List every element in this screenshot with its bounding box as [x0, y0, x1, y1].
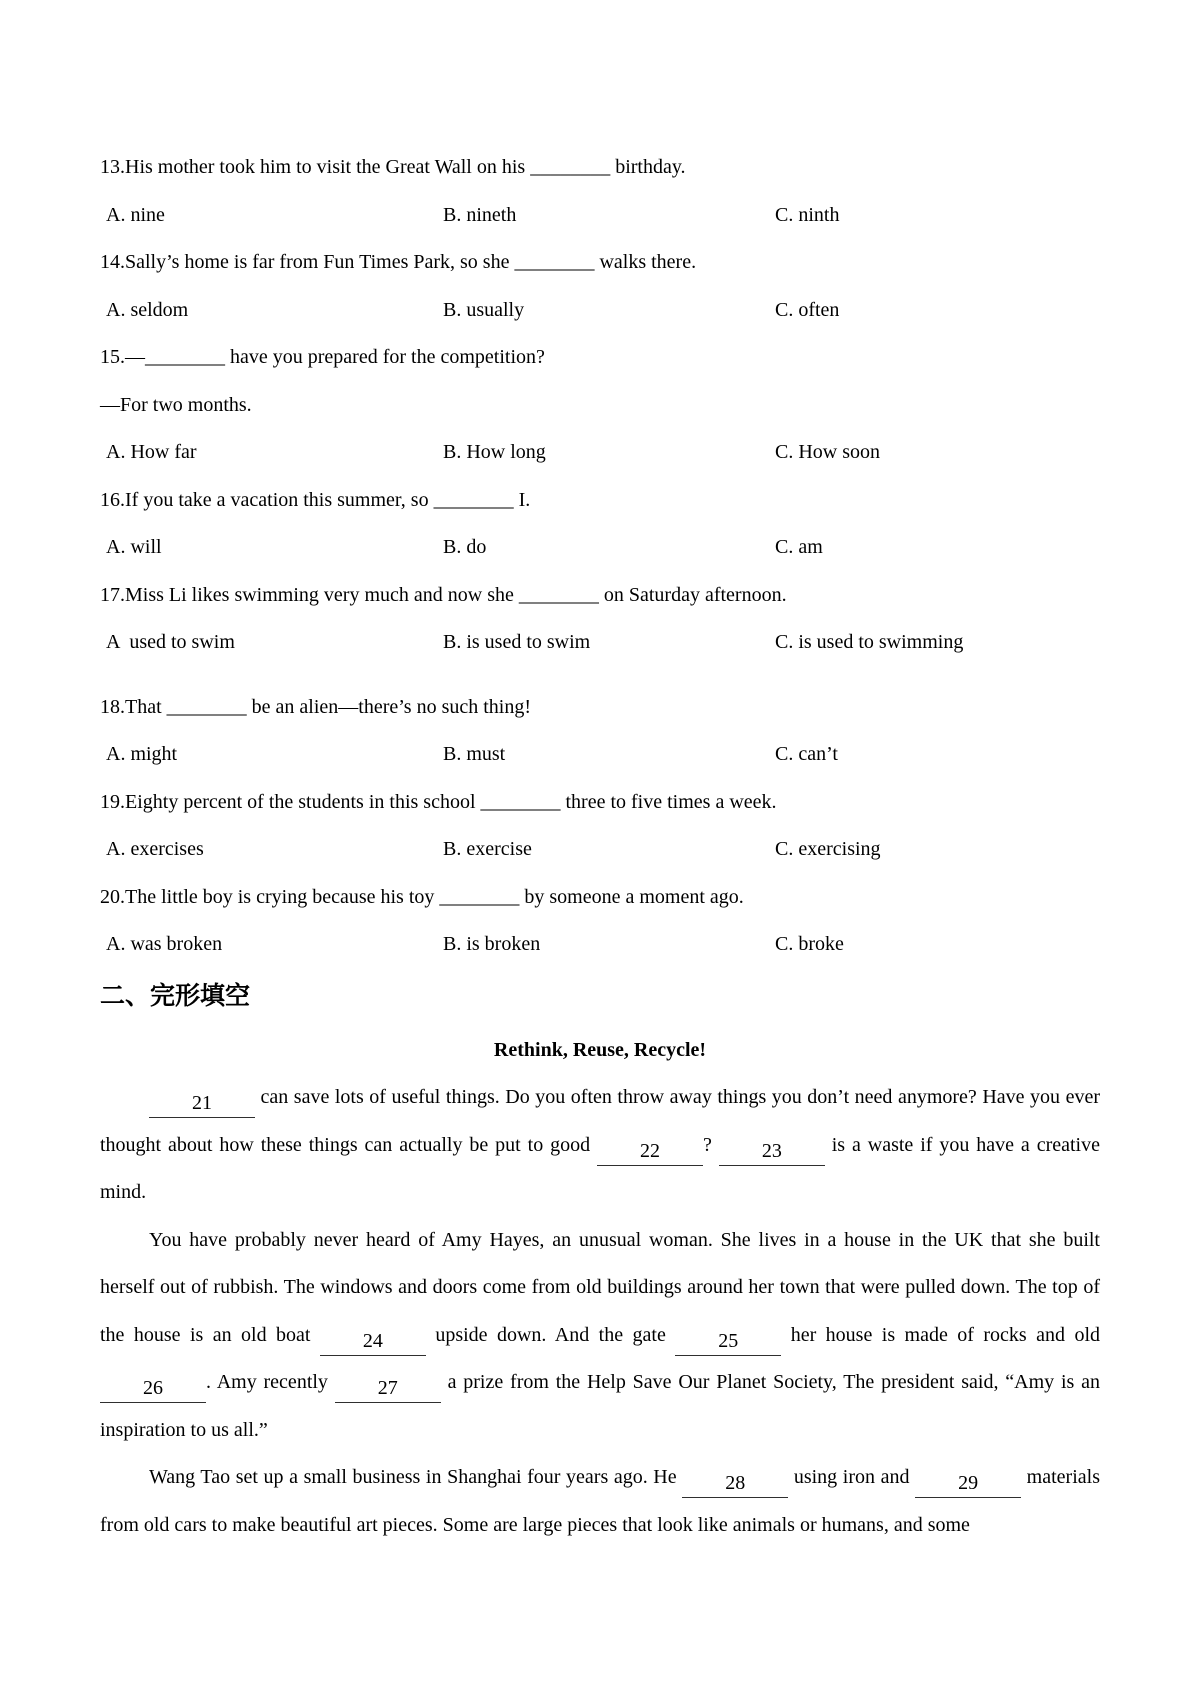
question-15 [100, 334, 1100, 477]
question-18-option-a: A. might [106, 743, 178, 765]
cloze-blank-23: 23 [719, 1139, 825, 1166]
cloze-blank-21: 21 [149, 1091, 255, 1118]
question-20-options [100, 921, 1100, 969]
question-17-option-a: A used to swim [106, 631, 235, 653]
question-17-option-c: C. is used to swimming [775, 631, 964, 653]
question-15-option-c: C. How soon [775, 441, 881, 463]
question-20-option-a: A. was broken [106, 933, 223, 955]
cloze-blank-27: 27 [335, 1376, 441, 1403]
question-20-option-c: C. broke [775, 933, 844, 955]
question-18 [100, 684, 1100, 779]
question-13-option-c: C. ninth [775, 203, 840, 226]
question-16-prompt: 16.If you take a vacation this summer, so ________ I. [100, 488, 531, 511]
passage-text: Wang Tao set up a small business in Shanghai four years ago. He [149, 1466, 683, 1488]
passage-text: is a waste if you have a creative mind. [100, 1133, 1100, 1203]
cloze-blank-29: 29 [915, 1471, 1021, 1498]
question-20 [100, 874, 1100, 969]
question-13-prompt: 13.His mother took him to visit the Great Wall on his ________ birthday. [100, 156, 686, 178]
passage-text: can save lots of useful things. Do you often throw away things you don’t need anymore? Have you ever thought about how these things can actually be put to good [100, 1086, 1100, 1156]
cloze-blank-28: 28 [682, 1471, 788, 1498]
cloze-section-header: 二、完形填空 [100, 982, 251, 1010]
passage-text: . Amy recently [206, 1371, 335, 1393]
question-13 [100, 144, 1100, 239]
question-16 [100, 477, 1100, 572]
question-19-option-c: C. exercising [775, 838, 881, 860]
question-17-options [100, 619, 1100, 667]
question-17-prompt: 17.Miss Li likes swimming very much and now she ________ on Saturday afternoon. [100, 583, 787, 606]
question-18-options [100, 731, 1100, 779]
question-16-option-c: C. am [775, 536, 823, 558]
question-13-options [100, 192, 1100, 240]
cloze-paragraph-2 [100, 1217, 1100, 1455]
multiple-choice-section [100, 144, 1100, 969]
question-13-option-b: B. nineth [443, 203, 517, 226]
question-19-options [100, 826, 1100, 874]
question-17 [100, 572, 1100, 667]
cloze-paragraph-3 [100, 1454, 1100, 1549]
question-13-option-a: A. nine [106, 203, 165, 226]
passage-title: Rethink, Reuse, Recycle! [493, 1038, 707, 1061]
question-18-option-b: B. must [443, 743, 506, 765]
question-16-option-b: B. do [443, 536, 487, 558]
passage-text: using iron and [788, 1466, 916, 1488]
passage-text: materials from old cars to make beautiful art pieces. Some are large pieces that look like animals or humans, and some [100, 1466, 1100, 1536]
question-20-option-b: B. is broken [443, 933, 541, 955]
question-16-option-a: A. will [106, 536, 162, 558]
cloze-blank-25: 25 [675, 1329, 781, 1356]
question-14-option-a: A. seldom [106, 298, 189, 321]
exam-page [100, 0, 1100, 1549]
passage-text: You have probably never heard of Amy Hayes, an unusual woman. She lives in a house in the UK that she built herself out of rubbish. The windows and doors come from old buildings around her town that were pulled down. The top of the house is an old boat [100, 1228, 1100, 1346]
cloze-section [100, 971, 1100, 1550]
question-19-option-a: A. exercises [106, 838, 204, 860]
question-15-option-b: B. How long [443, 441, 546, 463]
question-15-option-a: A. How far [106, 441, 197, 463]
cloze-blank-26: 26 [100, 1376, 206, 1403]
question-15-response: —For two months. [100, 393, 252, 416]
question-17-option-b: B. is used to swim [443, 631, 591, 653]
question-14-options [100, 287, 1100, 335]
question-14-option-c: C. often [775, 298, 840, 321]
question-15-prompt: 15.—________ have you prepared for the competition? [100, 346, 545, 368]
question-14-prompt: 14.Sally’s home is far from Fun Times Park, so she ________ walks there. [100, 251, 697, 273]
question-14-option-b: B. usually [443, 298, 525, 321]
cloze-blank-24: 24 [320, 1329, 426, 1356]
passage-text: a prize from the Help Save Our Planet Society, The president said, “Amy is an inspiration to us all.” [100, 1371, 1100, 1441]
question-14 [100, 239, 1100, 334]
question-16-options [100, 524, 1100, 572]
question-19 [100, 779, 1100, 874]
question-19-option-b: B. exercise [443, 838, 532, 860]
question-15-options [100, 429, 1100, 477]
cloze-blank-22: 22 [597, 1139, 703, 1166]
question-18-prompt: 18.That ________ be an alien—there’s no such thing! [100, 695, 532, 718]
question-20-prompt: 20.The little boy is crying because his toy ________ by someone a moment ago. [100, 885, 744, 908]
passage-text: her house is made of rocks and old [781, 1323, 1100, 1346]
cloze-paragraph-1 [100, 1074, 1100, 1217]
question-18-option-c: C. can’t [775, 743, 838, 765]
passage-text: upside down. And the gate [425, 1323, 676, 1346]
passage-text: ? [703, 1133, 719, 1156]
question-19-prompt: 19.Eighty percent of the students in this school ________ three to five times a week. [100, 790, 777, 813]
